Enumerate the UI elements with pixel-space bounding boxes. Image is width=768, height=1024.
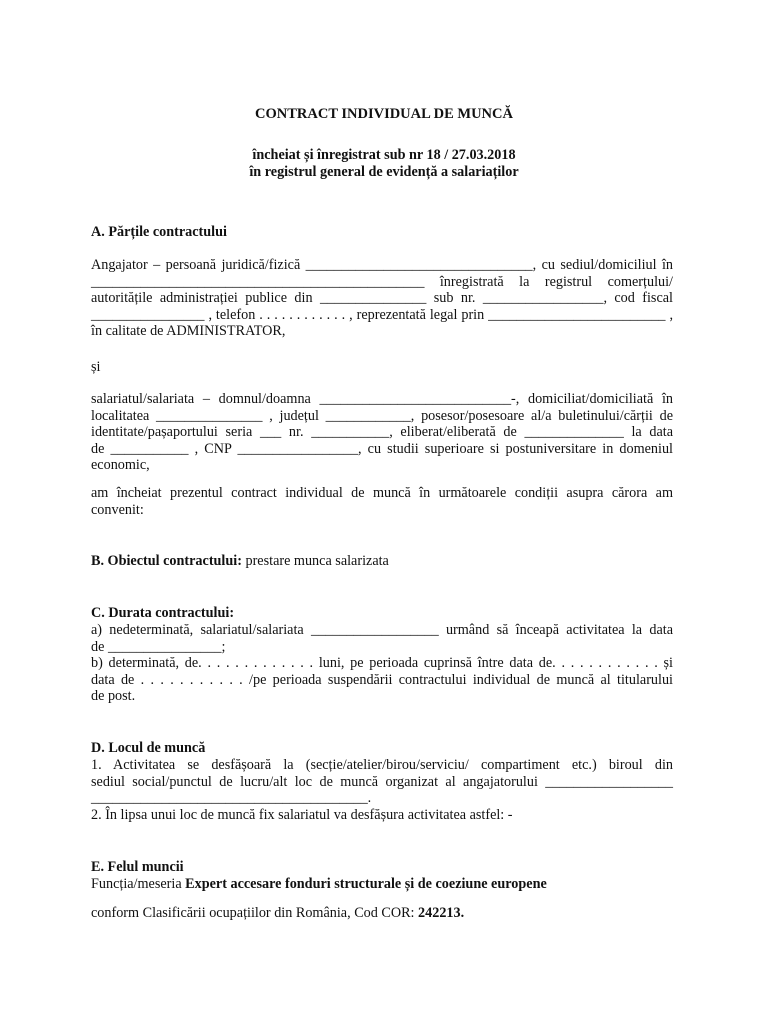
workplace-paragraph: [91, 757, 673, 823]
employer-line: ________________ , telefon . . . . . . . . . . . . , reprezentată legal prin _________________________ ,: [91, 306, 673, 323]
section-e-heading: E. Felul muncii: [91, 859, 184, 875]
job-function-line: [91, 876, 673, 893]
duration-paragraph: [91, 622, 673, 705]
section-b-text: prestare munca salarizata: [241, 553, 389, 569]
duration-line: de ________________;: [91, 638, 226, 655]
register-line: în registrul general de evidență a salariaților: [249, 164, 519, 180]
employee-line: identitate/pașaportului seria ___ nr. ___________, eliberat/eliberată de ______________ la data: [91, 424, 673, 440]
and-conjunction: și: [91, 359, 101, 375]
section-b: [91, 553, 673, 570]
workplace-line: _______________________________________.: [91, 790, 372, 806]
employee-line: de ___________ , CNP _________________, cu studii superioare si postuniversitare in domeniul: [91, 440, 673, 457]
employee-line: salariatul/salariata – domnul/doamna ___________________________-, domiciliat/domiciliată în: [91, 391, 673, 407]
workplace-line: sediul social/punctul de lucru/alt loc de muncă organizat al angajatorului __________________: [91, 773, 673, 790]
duration-line: b) determinată, de. . . . . . . . . . . . . luni, pe perioada cuprinsă între data de. . . . . . . . . . . . și: [91, 655, 673, 671]
employer-line: autoritățile administrației publice din _______________ sub nr. _________________, cod fiscal: [91, 290, 673, 306]
section-b-heading: B. Obiectul contractului:: [91, 553, 242, 569]
employee-paragraph: [91, 391, 673, 474]
duration-line: data de . . . . . . . . . . . /pe perioada suspendării contractului individual de muncă al titularului: [91, 671, 673, 688]
cor-value: 242213.: [418, 905, 465, 921]
section-c-heading: C. Durata contractului:: [91, 605, 235, 621]
employee-line: localitatea _______________ , județul ____________, posesor/posesoare al/a buletinului/cărții de: [91, 407, 673, 424]
cor-code-line: [91, 905, 673, 922]
employee-line: economic,: [91, 457, 150, 473]
employer-line: _______________________________________________ înregistrată la registrul comerțului/: [91, 273, 673, 290]
agreement-paragraph: [91, 485, 673, 518]
employer-paragraph: [91, 257, 673, 340]
workplace-line: 2. În lipsa unui loc de muncă fix salariatul va desfășura activitatea astfel: -: [91, 806, 513, 823]
function-value: Expert accesare fonduri structurale și de coeziune europene: [185, 876, 547, 892]
registration-line: încheiat și înregistrat sub nr 18 / 27.03.2018: [252, 147, 516, 163]
duration-line: de post.: [91, 688, 136, 704]
cor-label: conform Clasificării ocupațiilor din România, Cod COR:: [91, 905, 419, 921]
duration-line: a) nedeterminată, salariatul/salariata __________________ urmând să înceapă activitatea la data: [91, 622, 673, 638]
function-label: Funcția/meseria: [91, 876, 186, 892]
agreement-line: convenit:: [91, 501, 144, 518]
section-d-heading: D. Locul de muncă: [91, 740, 206, 756]
workplace-line: 1. Activitatea se desfășoară la (secție/atelier/birou/serviciu/ compartiment etc.) biroul din: [91, 757, 673, 773]
employer-line: Angajator – persoană juridică/fizică ________________________________, cu sediul/domiciliul în: [91, 257, 673, 273]
agreement-line: am încheiat prezentul contract individual de muncă în următoarele condiții asupra cărora am: [91, 485, 673, 501]
document-title: CONTRACT INDIVIDUAL DE MUNCĂ: [255, 106, 513, 122]
section-a-heading: A. Părțile contractului: [91, 224, 227, 240]
employer-line: în calitate de ADMINISTRATOR,: [91, 323, 286, 339]
